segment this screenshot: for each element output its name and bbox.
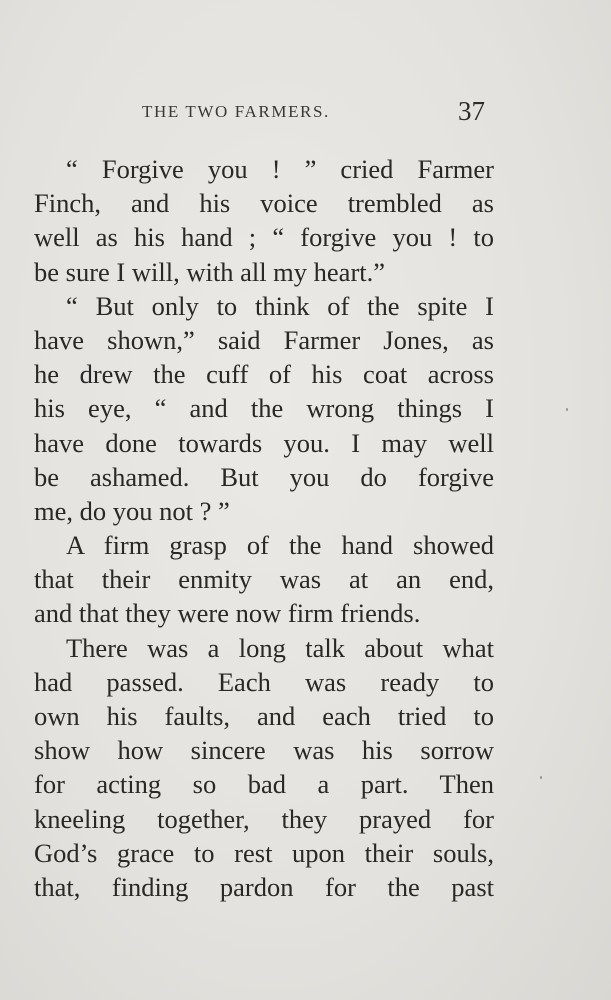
text-line: have shown,” said Farmer Jones, as [34, 324, 494, 355]
text-line: A firm grasp of the hand showed [66, 530, 494, 561]
text-line: he drew the cuff of his coat across [34, 359, 494, 390]
text-line: his eye, “ and the wrong things I [34, 393, 494, 424]
text-line: Finch, and his voice trembled as [34, 188, 494, 219]
text-line: and that they were now firm friends. [34, 598, 421, 629]
running-head [0, 96, 611, 136]
page-number: 37 [458, 96, 485, 126]
text-line: me, do you not ? ” [34, 495, 230, 526]
text-line: well as his hand ; “ forgive you ! to [34, 222, 494, 253]
text-line: God’s grace to rest upon their souls, [34, 837, 494, 868]
text-line: kneeling together, they prayed for [34, 803, 494, 834]
text-line: for acting so bad a part. Then [34, 769, 494, 800]
body-text [34, 152, 494, 904]
text-line: have done towards you. I may well [34, 427, 494, 458]
paper-speck [540, 776, 542, 779]
text-line: be sure I will, with all my heart.” [34, 256, 386, 287]
text-line: had passed. Each was ready to [34, 666, 494, 697]
running-head-title: THE TWO FARMERS. [142, 102, 330, 121]
text-line: There was a long talk about what [66, 632, 494, 663]
text-line: own his faults, and each tried to [34, 701, 494, 731]
text-line: that, finding pardon for the past [34, 871, 494, 902]
text-line: that their enmity was at an end, [34, 564, 494, 595]
text-line: show how sincere was his sorrow [34, 735, 494, 766]
text-line: be ashamed. But you do forgive [34, 461, 494, 492]
text-line: “ But only to think of the spite I [66, 290, 494, 321]
paper-speck [566, 408, 568, 411]
text-line: “ Forgive you ! ” cried Farmer [66, 154, 494, 184]
